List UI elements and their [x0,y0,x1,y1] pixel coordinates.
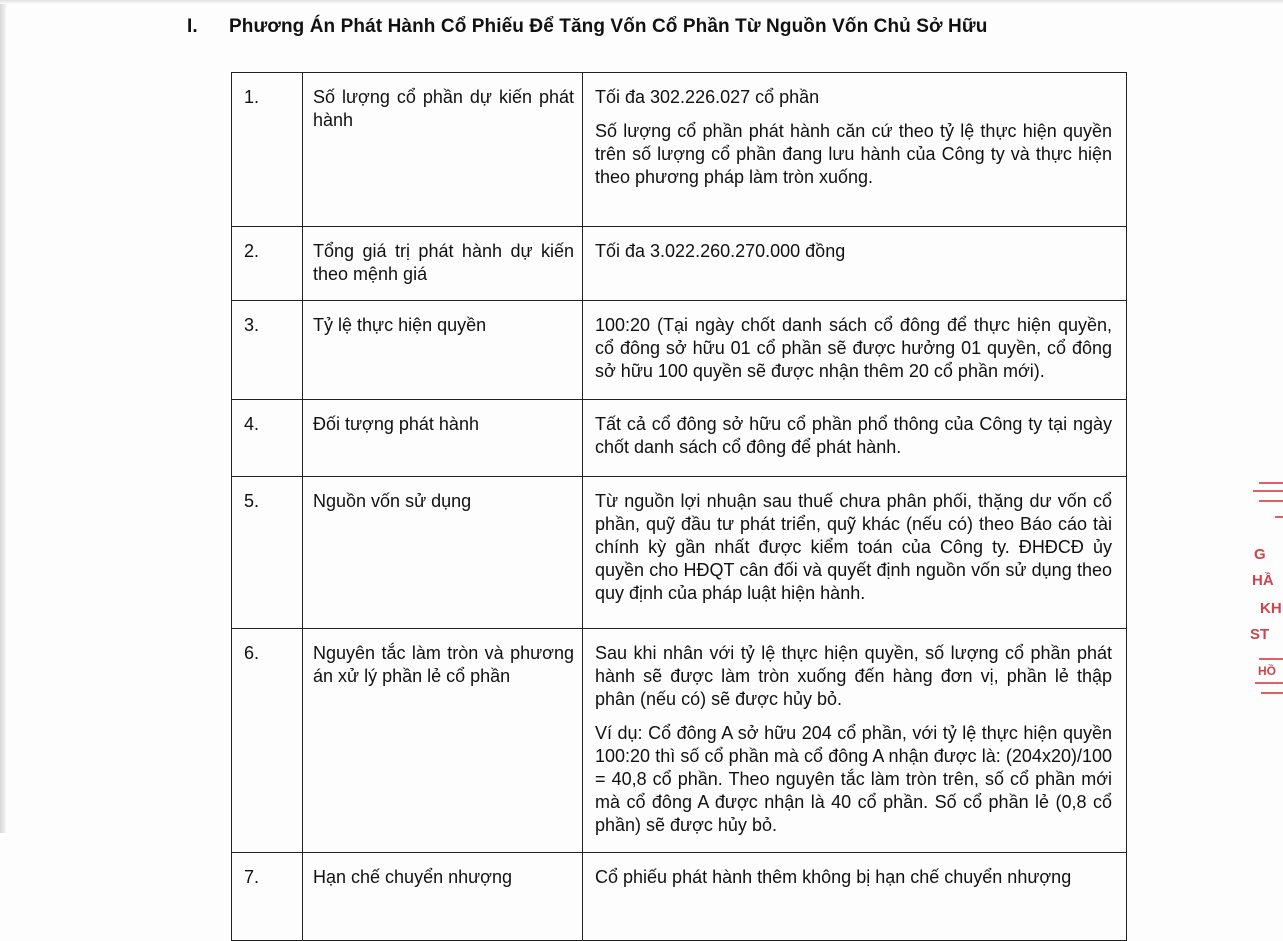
row-label: Hạn chế chuyển nhượng [303,853,583,941]
table-row [232,629,1127,853]
row-number: 5. [232,477,303,629]
row-number: 7. [232,853,303,941]
detail-paragraph: Tất cả cổ đông sở hữu cổ phần phổ thông của Công ty tại ngày chốt danh sách cổ đông để phát hành. [595,414,1112,457]
seal-text: HỒ [1258,664,1276,678]
row-label: Tổng giá trị phát hành dự kiến theo mệnh giá [303,227,583,301]
section-number: I. [187,16,198,37]
detail-paragraph: Tối đa 302.226.027 cổ phần [595,87,820,107]
row-detail [583,853,1127,941]
row-detail [583,629,1127,853]
page-edge-shadow [0,0,6,833]
row-number: 4. [232,400,303,477]
detail-paragraph: Tối đa 3.022.260.270.000 đồng [595,241,846,261]
row-label: Nguyên tắc làm tròn và phương án xử lý phần lẻ cổ phần [303,629,583,853]
seal-text: KH [1260,600,1282,617]
table-row [232,227,1127,301]
row-label: Số lượng cổ phần dự kiến phát hành [303,73,583,227]
seal-text: ST [1250,626,1270,643]
detail-paragraph: Số lượng cổ phần phát hành căn cứ theo tỷ lệ thực hiện quyền trên số lượng cổ phần đang lưu hành của Công ty và thực hiện theo phương pháp làm tròn xuống. [595,121,1112,187]
issuance-plan-table [231,72,1127,941]
row-label: Đối tượng phát hành [303,400,583,477]
page-top-shadow [0,0,1283,4]
table-row [232,400,1127,477]
row-number: 6. [232,629,303,853]
detail-paragraph: 100:20 (Tại ngày chốt danh sách cổ đông để thực hiện quyền, cổ đông sở hữu 01 cổ phần sẽ được hưởng 01 quyền, cổ đông sở hữu 100 quyền sẽ được nhận thêm 20 cổ phần mới). [595,315,1112,381]
detail-paragraph: Sau khi nhân với tỷ lệ thực hiện quyền, số lượng cổ phần phát hành sẽ được làm tròn xuống đến hàng đơn vị, phần lẻ thập phân (nếu có) sẽ được hủy bỏ. [595,643,1112,709]
row-detail [583,73,1127,227]
table-row [232,73,1127,227]
row-detail [583,477,1127,629]
row-detail [583,301,1127,400]
row-detail [583,227,1127,301]
company-seal-fragment [1240,470,1283,720]
section-title: Phương Án Phát Hành Cổ Phiếu Để Tăng Vốn Cổ Phần Từ Nguồn Vốn Chủ Sở Hữu [229,16,988,37]
row-detail [583,400,1127,477]
table-row [232,853,1127,941]
table-row [232,477,1127,629]
row-number: 1. [232,73,303,227]
row-label: Nguồn vốn sử dụng [303,477,583,629]
row-number: 2. [232,227,303,301]
detail-paragraph: Ví dụ: Cổ đông A sở hữu 204 cổ phần, với tỷ lệ thực hiện quyền 100:20 thì số cổ phần mà cổ đông A nhận được là: (204x20)/100 = 40,8 cổ phần. Theo nguyên tắc làm tròn trên, số cổ phần mới mà cổ đông A được nhận là 40 cổ phần. Số cổ phần lẻ (0,8 cổ phần) sẽ được hủy bỏ. [595,723,1112,835]
section-heading [187,16,1087,38]
seal-text: G [1254,546,1266,563]
row-number: 3. [232,301,303,400]
table-row [232,301,1127,400]
seal-text: HẦ [1252,572,1274,589]
detail-paragraph: Cổ phiếu phát hành thêm không bị hạn chế chuyển nhượng [595,867,1072,887]
detail-paragraph: Từ nguồn lợi nhuận sau thuế chưa phân phối, thặng dư vốn cổ phần, quỹ đầu tư phát triển, quỹ khác (nếu có) theo Báo cáo tài chính kỳ gần nhất được kiểm toán của Công ty. ĐHĐCĐ ủy quyền cho HĐQT cân đối và quyết định nguồn vốn sử dụng theo quy định của pháp luật hiện hành. [595,491,1112,603]
row-label: Tỷ lệ thực hiện quyền [303,301,583,400]
